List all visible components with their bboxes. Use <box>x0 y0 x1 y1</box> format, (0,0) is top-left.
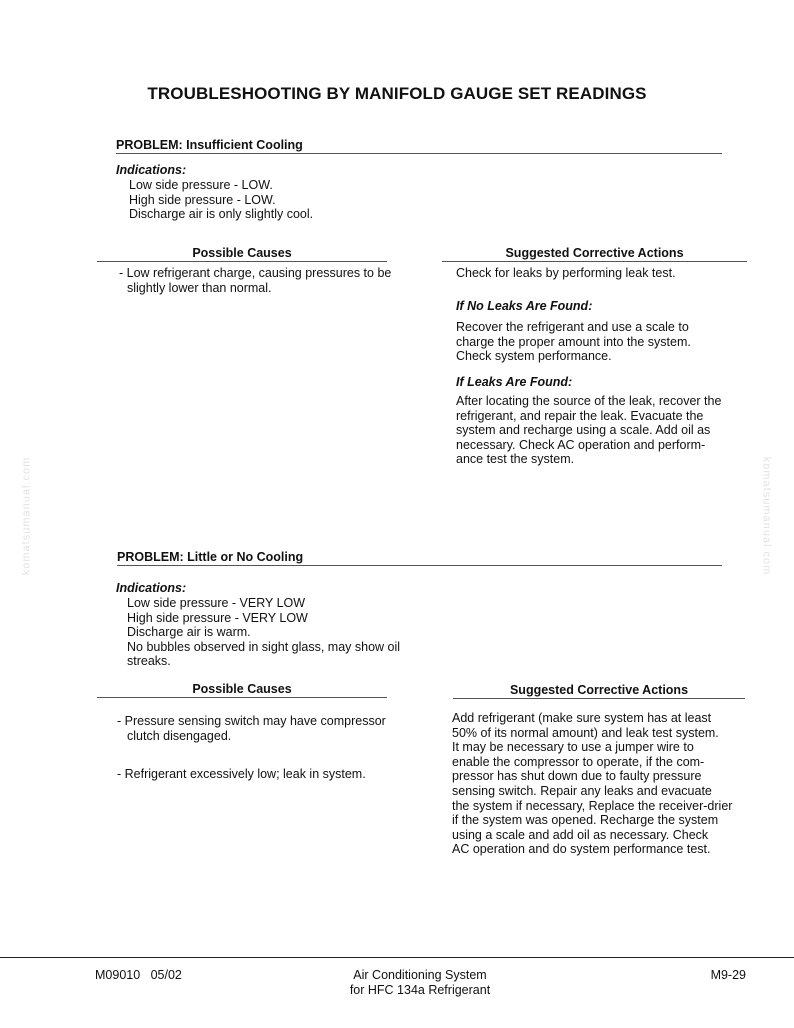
indication-item: Low side pressure - VERY LOW <box>127 596 306 610</box>
footer-center-line2: for HFC 134a Refrigerant <box>349 983 491 997</box>
indications-list <box>127 596 400 669</box>
text-line: if the system was opened. Recharge the system <box>452 813 719 828</box>
text-line: It may be necessary to use a jumper wire to <box>452 740 694 755</box>
text-line: clutch disengaged. <box>127 728 232 743</box>
text-line: necessary. Check AC operation and perform- <box>456 437 706 452</box>
watermark-left: komatsumanual.com <box>20 456 33 576</box>
footer-doc-id: M09010 05/02 <box>95 968 182 982</box>
text-line: AC operation and do system performance test. <box>452 842 711 857</box>
text-line: Recover the refrigerant and use a scale to <box>456 320 689 334</box>
text-line: After locating the source of the leak, recover the <box>456 394 722 408</box>
corrective-actions-paragraph <box>452 711 732 857</box>
footer-page-number: M9-29 <box>710 968 746 982</box>
cause-item-pressure-switch <box>117 714 386 743</box>
problem-heading-insufficient-cooling: PROBLEM: Insufficient Cooling <box>116 138 722 154</box>
text-line: the system if necessary, Replace the receiver-drier <box>452 798 733 813</box>
indication-item: High side pressure - LOW. <box>129 192 276 207</box>
text-line: using a scale and add oil as necessary. Check <box>452 827 709 842</box>
page-title: TROUBLESHOOTING BY MANIFOLD GAUGE SET READINGS <box>147 84 647 103</box>
text-line: - Pressure sensing switch may have compressor <box>117 714 386 728</box>
cause-item: - Low refrigerant charge, causing pressures to be <box>119 266 392 280</box>
no-leaks-paragraph <box>456 320 691 364</box>
indications-label: Indications: <box>116 581 187 595</box>
watermark-right: komatsumanual.com <box>760 456 773 576</box>
text-line: sensing switch. Repair any leaks and evacuate <box>452 783 712 798</box>
possible-causes-header: Possible Causes <box>97 682 387 698</box>
footer-center-line1: Air Conditioning System <box>353 968 487 982</box>
no-leaks-heading: If No Leaks Are Found: <box>456 299 593 313</box>
footer-divider <box>0 957 794 958</box>
indication-item: Discharge air is only slightly cool. <box>129 207 314 222</box>
corrective-actions-header: Suggested Corrective Actions <box>442 246 747 262</box>
footer-center <box>270 968 570 998</box>
text-line: pressor has shut down due to faulty pressure <box>452 769 702 784</box>
corrective-actions-header: Suggested Corrective Actions <box>453 683 745 699</box>
text-line: system and recharge using a scale. Add oil as <box>456 423 711 438</box>
text-line: Add refrigerant (make sure system has at least <box>452 711 712 725</box>
cause-item-refrigerant-low: - Refrigerant excessively low; leak in system. <box>117 767 366 781</box>
text-line: ance test the system. <box>456 452 575 467</box>
indication-item: streaks. <box>127 654 171 669</box>
cause-item-continued: slightly lower than normal. <box>127 280 272 295</box>
text-line: charge the proper amount into the system. <box>456 334 691 349</box>
indication-item: High side pressure - VERY LOW <box>127 610 308 625</box>
leaks-found-heading: If Leaks Are Found: <box>456 375 573 389</box>
actions-intro: Check for leaks by performing leak test. <box>456 266 676 280</box>
text-line: refrigerant, and repair the leak. Evacuate the <box>456 408 704 423</box>
indications-list <box>129 178 313 222</box>
causes-list <box>119 266 391 295</box>
text-line: 50% of its normal amount) and leak test system. <box>452 725 719 740</box>
text-line: enable the compressor to operate, if the com- <box>452 754 705 769</box>
text-line: Check system performance. <box>456 349 612 364</box>
indication-item: Low side pressure - LOW. <box>129 178 273 192</box>
possible-causes-header: Possible Causes <box>97 246 387 262</box>
indications-label: Indications: <box>116 163 187 177</box>
leaks-found-paragraph <box>456 394 721 467</box>
indication-item: Discharge air is warm. <box>127 625 251 640</box>
indication-item: No bubbles observed in sight glass, may show oil <box>127 639 401 654</box>
problem-heading-little-or-no-cooling: PROBLEM: Little or No Cooling <box>117 550 722 566</box>
